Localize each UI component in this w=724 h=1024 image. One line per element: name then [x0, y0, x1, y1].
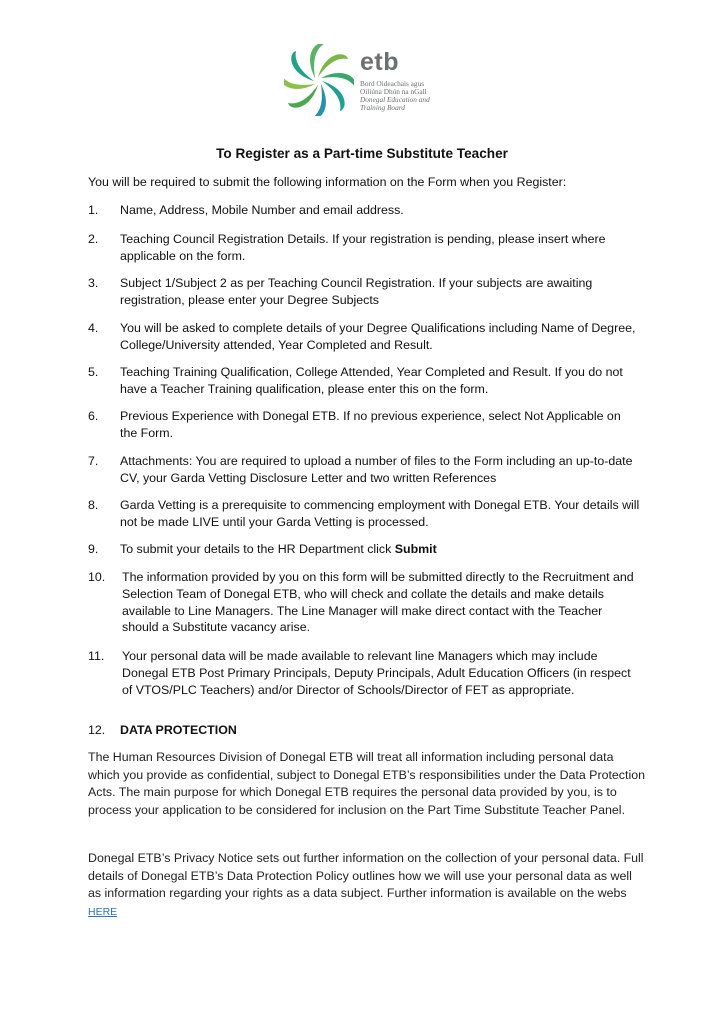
item-number: 10.	[88, 570, 106, 584]
item-number: 9.	[88, 542, 99, 556]
section-label: DATA PROTECTION	[120, 723, 237, 737]
submit-keyword: Submit	[394, 542, 437, 556]
item-number: 7.	[88, 454, 99, 468]
item-number: 5.	[88, 365, 99, 379]
item-text: Attachments: You are required to upload a number of files to the Form including an up-to-date CV, your Garda Vetting Disclosure Letter and two written References	[120, 454, 633, 485]
item-number: 3.	[88, 276, 99, 290]
item-text: Teaching Council Registration Details. If your registration is pending, please insert where applicable on the form.	[120, 232, 606, 263]
data-protection-paragraph: The Human Resources Division of Donegal ETB will treat all information including personal data which you provide as confidential, subject to Donegal ETB’s responsibilities under the Data Protection Acts. The main purpose for which Donegal ETB requires the personal data provided by you, is to process your application to be considered for inclusion on the Part Time Substitute Teacher Panel.	[88, 750, 645, 817]
intro-text: You will be required to submit the following information on the Form when you Register:	[88, 175, 567, 189]
item-text: Previous Experience with Donegal ETB. If no previous experience, select Not Applicable on the Form.	[120, 409, 621, 440]
item-text: Your personal data will be made available to relevant line Managers which may include Donegal ETB Post Primary Principals, Deputy Principals, Adult Education Officers (in respect of VTOS/PLC Teachers) and/or Director of Schools/Director of FET as appropriate.	[122, 649, 631, 697]
privacy-notice-text: Donegal ETB’s Privacy Notice sets out further information on the collection of your personal data. Full details of Donegal ETB’s Data Protection Policy outlines how we will use your personal data as well as information regarding your rights as a data subject. Further information is available on the webs	[88, 851, 644, 900]
logo-line-english-1: Donegal Education and	[360, 95, 430, 104]
page-title: To Register as a Part-time Substitute Teacher	[216, 146, 508, 161]
item-number: 2.	[88, 232, 99, 246]
item-text	[120, 541, 640, 558]
privacy-notice-paragraph	[88, 850, 648, 921]
item-number: 6.	[88, 409, 99, 423]
item-number: 4.	[88, 321, 99, 335]
item-text: Subject 1/Subject 2 as per Teaching Council Registration. If your subjects are awaiting registration, please enter your Degree Subjects	[120, 276, 593, 307]
logo-line-english-2: Training Board	[360, 103, 405, 112]
section-number: 12.	[88, 723, 106, 737]
item-text: Name, Address, Mobile Number and email address.	[120, 203, 404, 217]
item-text: The information provided by you on this form will be submitted directly to the Recruitment and Selection Team of Donegal ETB, who will check and collate the details and make details available to Line Managers. The Line Manager will make direct contact with the Teacher should a Substitute vacancy arise.	[122, 570, 634, 635]
item-text-plain: To submit your details to the HR Department click	[120, 542, 395, 556]
item-text: Teaching Training Qualification, College Attended, Year Completed and Result. If you do not have a Teacher Training qualification, please enter this on the form.	[120, 365, 623, 396]
logo-line-irish-1: Bord Oideachais agus	[360, 79, 425, 88]
item-number: 1.	[88, 203, 99, 217]
etb-logo	[284, 44, 434, 116]
logo-line-irish-2: Oiliúna Dhún na nGall	[360, 87, 427, 96]
item-text: Garda Vetting is a prerequisite to commencing employment with Donegal ETB. Your details will not be made LIVE until your Garda Vetting is processed.	[120, 498, 640, 529]
item-text: You will be asked to complete details of your Degree Qualifications including Name of Degree, College/University attended, Year Completed and Result.	[120, 321, 636, 352]
etb-swirl-icon	[284, 44, 354, 116]
logo-brand-text: etb	[360, 48, 399, 76]
here-link[interactable]: HERE	[88, 905, 118, 918]
item-number: 8.	[88, 498, 99, 512]
item-number: 11.	[88, 649, 105, 663]
